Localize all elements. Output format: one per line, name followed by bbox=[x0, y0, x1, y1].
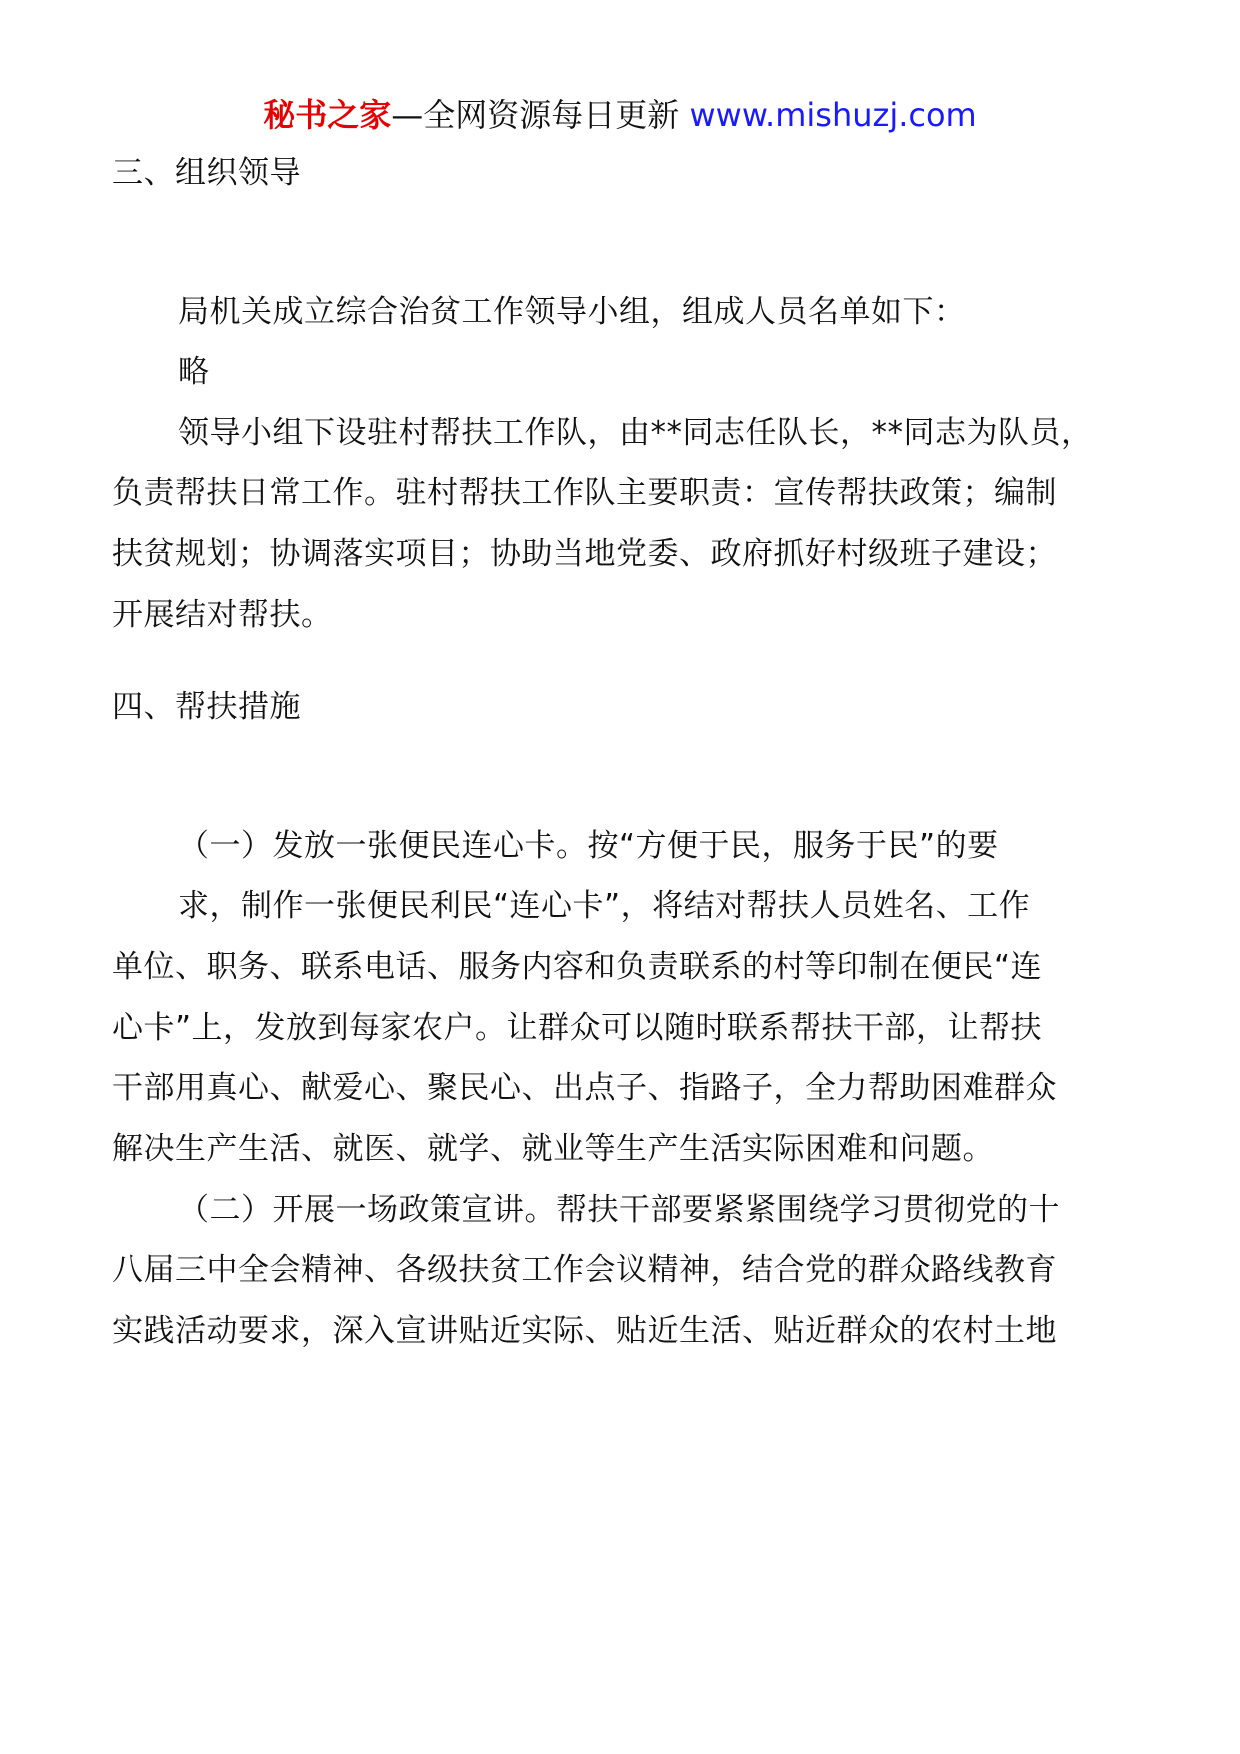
site-brand: 秘书之家 bbox=[263, 96, 392, 134]
paragraph-line: 负责帮扶日常工作。驻村帮扶工作队主要职责：宣传帮扶政策；编制 bbox=[112, 475, 1057, 511]
paragraph-line: 单位、职务、联系电话、服务内容和负责联系的村等印制在便民“连 bbox=[112, 949, 1043, 985]
site-url-link[interactable]: www.mishuzj.com bbox=[689, 96, 977, 134]
paragraph-line: 求，制作一张便民利民“连心卡”，将结对帮扶人员姓名、工作 bbox=[178, 888, 1031, 924]
paragraph-line: 八届三中全会精神、各级扶贫工作会议精神，结合党的群众路线教育 bbox=[112, 1252, 1057, 1288]
paragraph-line: 心卡”上，发放到每家农户。让群众可以随时联系帮扶干部，让帮扶 bbox=[112, 1010, 1043, 1046]
paragraph-line: 干部用真心、献爱心、聚民心、出点子、指路子，全力帮助困难群众 bbox=[112, 1070, 1057, 1106]
section-heading: 四、帮扶措施 bbox=[112, 689, 301, 725]
paragraph-line: 解决生产生活、就医、就学、就业等生产生活实际困难和问题。 bbox=[112, 1131, 994, 1167]
paragraph-line: 扶贫规划；协调落实项目；协助当地党委、政府抓好村级班子建设； bbox=[112, 536, 1057, 572]
paragraph-line: 领导小组下设驻村帮扶工作队，由**同志任队长，**同志为队员， bbox=[178, 415, 1093, 451]
paragraph-line: 局机关成立综合治贫工作领导小组，组成人员名单如下： bbox=[178, 294, 966, 330]
site-header bbox=[0, 95, 1240, 135]
paragraph-line: （二）开展一场政策宣讲。帮扶干部要紧紧围绕学习贯彻党的十 bbox=[178, 1192, 1060, 1228]
paragraph-line: 开展结对帮扶。 bbox=[112, 597, 333, 633]
paragraph-line: 实践活动要求，深入宣讲贴近实际、贴近生活、贴近群众的农村土地 bbox=[112, 1313, 1057, 1349]
site-tagline: —全网资源每日更新 bbox=[391, 96, 690, 134]
paragraph-line: 略 bbox=[178, 354, 210, 390]
paragraph-line: （一）发放一张便民连心卡。按“方便于民，服务于民”的要 bbox=[178, 828, 999, 864]
section-heading: 三、组织领导 bbox=[112, 155, 301, 191]
